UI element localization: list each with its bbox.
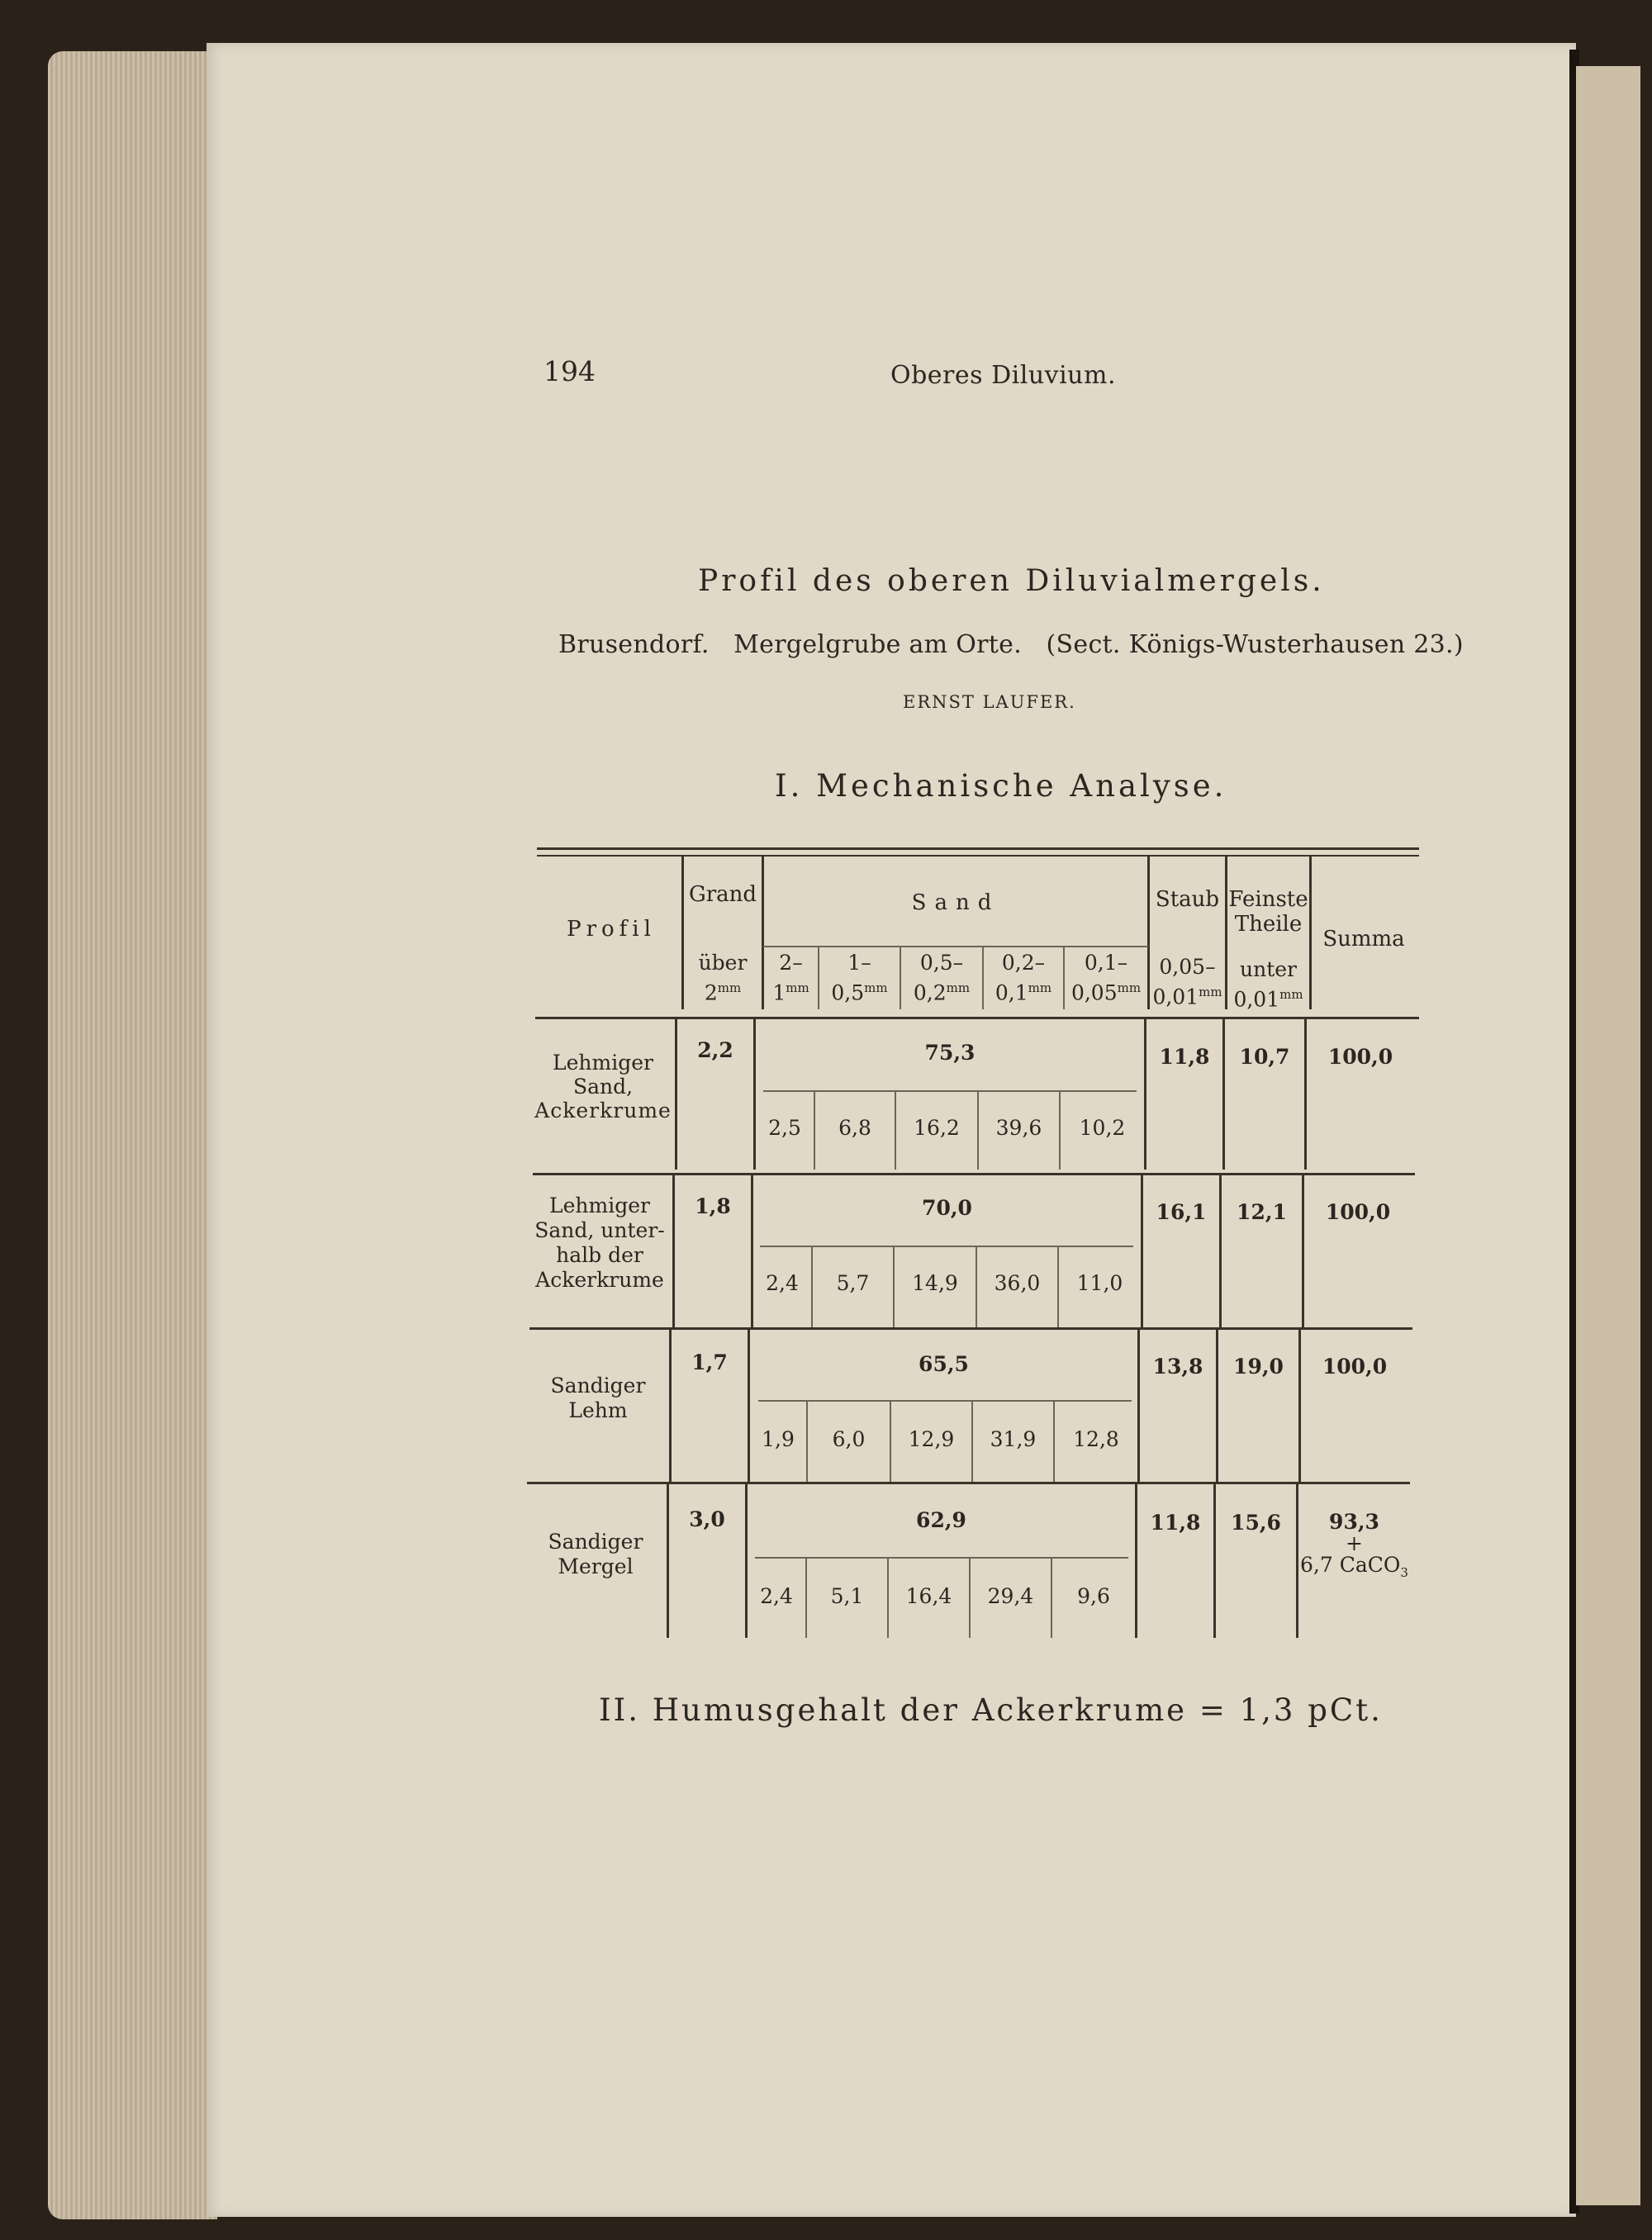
header-feinste-range: unter $0,01^{mm}$: [1233, 957, 1303, 1012]
header-sand-fraction-2: 1– $0,5^{mm}$: [831, 951, 888, 1005]
row-profil-label: Sandiger Lehm: [550, 1374, 646, 1422]
grand-value: 3,0: [689, 1507, 725, 1531]
sand-total-value: 75,3: [924, 1041, 976, 1065]
header-sand-fraction-3: 0,5– $0,2^{mm}$: [913, 951, 971, 1005]
running-head: Oberes Diluvium.: [890, 361, 1116, 390]
sand-fraction-value: 16,4: [905, 1584, 952, 1608]
sand-total-value: 65,5: [919, 1352, 969, 1376]
sand-fraction-value: 12,9: [908, 1427, 955, 1451]
summa-value: 100,0: [1325, 1200, 1391, 1224]
header-sand: Sand: [911, 890, 1000, 915]
summa-value: 93,3 + 6,7 CaCO$_3$: [1300, 1510, 1408, 1580]
summa-value: 100,0: [1322, 1355, 1388, 1379]
page-number: 194: [544, 355, 596, 387]
section-heading-mechanical-analysis: I. Mechanische Analyse.: [775, 768, 1227, 804]
summa-value: 100,0: [1327, 1045, 1393, 1069]
facing-page-edge: [1576, 66, 1640, 2205]
row-profil-label: Lehmiger Sand, Ackerkrume: [534, 1051, 672, 1122]
sand-fraction-value: 12,8: [1073, 1427, 1119, 1451]
staub-value: 11,8: [1159, 1045, 1210, 1069]
sand-fraction-value: 14,9: [912, 1271, 958, 1295]
feinste-value: 15,6: [1231, 1511, 1281, 1535]
row-profil-label: Lehmiger Sand, unter- halb der Ackerkrume: [534, 1194, 665, 1292]
sand-total-value: 62,9: [916, 1508, 966, 1532]
sand-fraction-value: 2,5: [768, 1116, 801, 1140]
header-sand-fraction-1: 2– $1^{mm}$: [772, 951, 809, 1005]
sand-fraction-value: 36,0: [994, 1271, 1041, 1295]
feinste-value: 19,0: [1233, 1355, 1284, 1379]
page-title: Profil des oberen Diluvialmergels.: [698, 564, 1325, 598]
sand-fraction-value: 5,1: [830, 1584, 864, 1608]
sand-fraction-value: 11,0: [1076, 1271, 1123, 1295]
sand-fraction-value: 29,4: [987, 1584, 1034, 1608]
header-sand-fraction-5: 0,1– $0,05^{mm}$: [1070, 951, 1142, 1005]
location-line: Brusendorf. Mergelgrube am Orte. (Sect. Königs-Wusterhausen 23.): [558, 630, 1464, 659]
feinste-value: 12,1: [1237, 1200, 1287, 1224]
grand-value: 1,8: [695, 1194, 731, 1218]
header-grand: Grand: [688, 882, 757, 907]
header-summa: Summa: [1322, 927, 1405, 952]
sand-fraction-value: 5,7: [836, 1271, 870, 1295]
row-profil-label: Sandiger Mergel: [548, 1530, 643, 1578]
header-sand-fraction-4: 0,2– $0,1^{mm}$: [995, 951, 1052, 1005]
header-staub-range: 0,05– $0,01^{mm}$: [1152, 955, 1222, 1009]
header-staub: Staub: [1155, 887, 1220, 912]
sand-total-value: 70,0: [922, 1196, 972, 1220]
sand-fraction-value: 1,9: [762, 1427, 795, 1451]
section-heading-humus: II. Humusgehalt der Ackerkrume = 1,3 pCt.: [599, 1692, 1383, 1728]
staub-value: 13,8: [1152, 1355, 1203, 1379]
sand-fraction-value: 31,9: [990, 1427, 1037, 1451]
sand-fraction-value: 2,4: [760, 1584, 793, 1608]
sand-fraction-value: 2,4: [766, 1271, 799, 1295]
feinste-value: 10,7: [1239, 1045, 1290, 1069]
grand-value: 2,2: [697, 1038, 733, 1062]
header-profil: Profil: [567, 917, 656, 942]
header-feinste-theile: Feinste Theile: [1228, 887, 1308, 937]
staub-value: 16,1: [1156, 1200, 1207, 1224]
sand-fraction-value: 16,2: [914, 1116, 960, 1140]
sand-fraction-value: 9,6: [1077, 1584, 1110, 1608]
sand-fraction-value: 10,2: [1079, 1116, 1126, 1140]
sand-fraction-value: 39,6: [995, 1116, 1042, 1140]
author-name: ERNST LAUFER.: [903, 692, 1076, 712]
book-page-edges: [48, 51, 217, 2219]
grand-value: 1,7: [691, 1350, 728, 1374]
sand-fraction-value: 6,0: [832, 1427, 866, 1451]
header-grand-sub: über $2^{mm}$: [698, 951, 748, 1005]
sand-fraction-value: 6,8: [838, 1116, 871, 1140]
staub-value: 11,8: [1150, 1511, 1201, 1535]
